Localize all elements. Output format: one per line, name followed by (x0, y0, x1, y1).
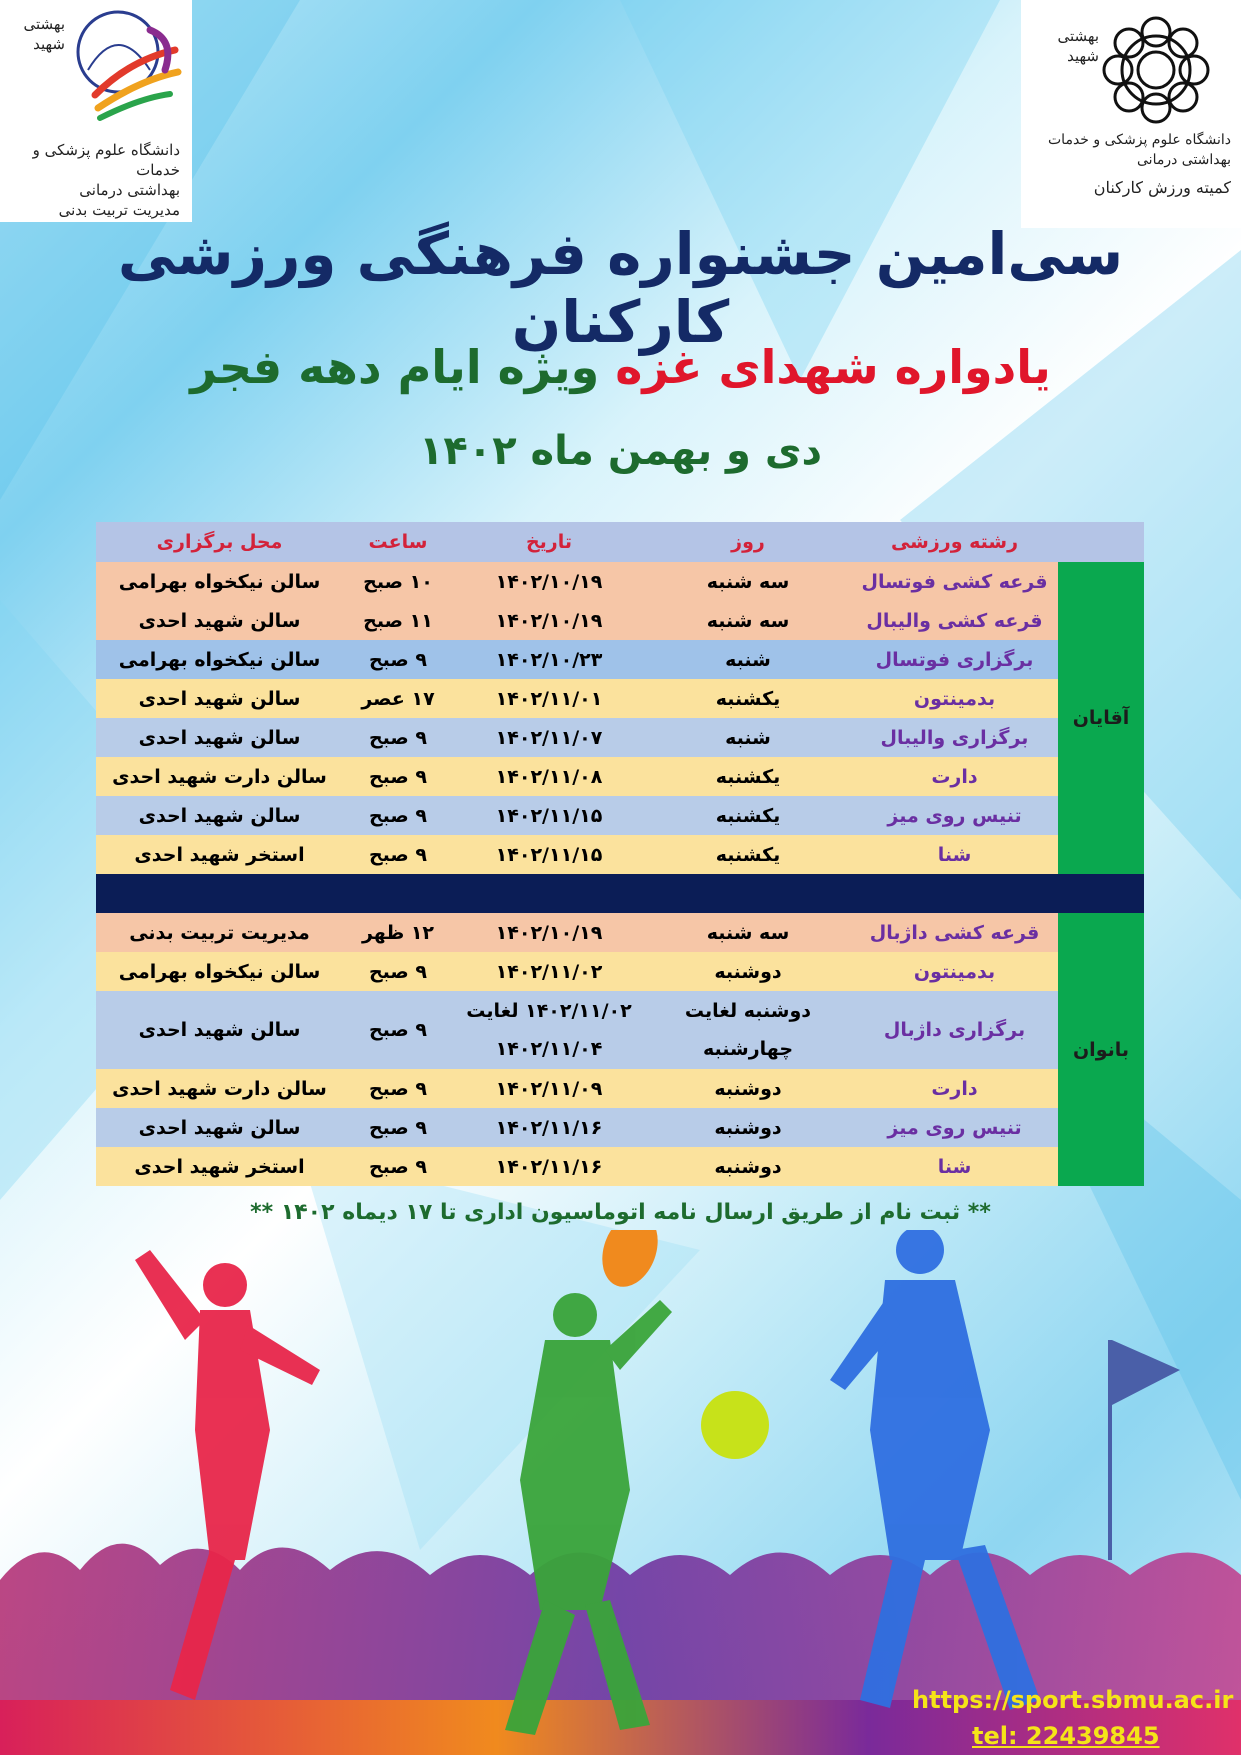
group-separator (96, 874, 1144, 913)
cell-venue: سالن شهید احدی (96, 796, 343, 835)
logo-left (0, 0, 192, 222)
subtitle-highlight: یادواره شهدای غزه (615, 340, 1051, 394)
logo-line: شهید (1067, 47, 1099, 65)
logo-line: دانشگاه علوم پزشکی و خدمات بهداشتی درمانی (1048, 132, 1231, 168)
cell-sport: دارت (851, 1069, 1058, 1108)
cell-sport: برگزاری والیبال (851, 718, 1058, 757)
header-sport: رشته ورزشی (851, 522, 1058, 562)
table-row (96, 1147, 1144, 1186)
sports-players-illustration (0, 1230, 1241, 1755)
cell-date-line: ۱۴۰۲/۱۱/۰۲ لغایت (466, 1000, 632, 1022)
cell-venue: استخر شهید احدی (96, 1147, 343, 1186)
registration-note: ** ثبت نام از طریق ارسال نامه اتوماسیون اداری تا ۱۷ دیماه ۱۴۰۲ ** (250, 1200, 991, 1225)
date-range: دی و بهمن ماه ۱۴۰۲ (418, 428, 823, 474)
cell-date: ۱۴۰۲/۱۱/۱۵ (453, 796, 645, 835)
cell-date: ۱۴۰۲/۱۰/۱۹ (453, 601, 645, 640)
cell-venue: استخر شهید احدی (96, 835, 343, 874)
cell-day: یکشنبه (645, 679, 851, 718)
page-subtitle (0, 340, 1241, 394)
cell-sport: بدمینتون (851, 679, 1058, 718)
cell-date: ۱۴۰۲/۱۱/۰۹ (453, 1069, 645, 1108)
cell-time: ۹ صبح (343, 952, 453, 991)
table-row (96, 952, 1144, 991)
cell-venue: سالن نیکخواه بهرامی (96, 562, 343, 601)
logo-line: کمیته ورزش کارکنان (1093, 178, 1231, 197)
cell-sport: قرعه کشی والیبال (851, 601, 1058, 640)
header-venue: محل برگزاری (96, 522, 343, 562)
table-row (96, 562, 1144, 601)
cell-venue: سالن دارت شهید احدی (96, 757, 343, 796)
group-label-women: بانوان (1058, 913, 1144, 1186)
cell-sport: قرعه کشی فوتسال (851, 562, 1058, 601)
table-header-row (96, 522, 1144, 562)
cell-time: ۱۰ صبح (343, 562, 453, 601)
logo-right-text-bottom (1031, 130, 1231, 198)
cell-time: ۱۷ عصر (343, 679, 453, 718)
logo-line: دانشگاه علوم پزشکی و خدمات (32, 141, 180, 179)
logo-line: شهید (33, 35, 65, 53)
cell-venue: سالن شهید احدی (96, 601, 343, 640)
cell-venue: سالن شهید احدی (96, 1108, 343, 1147)
cell-time: ۹ صبح (343, 991, 453, 1069)
logo-line: مدیریت تربیت بدنی (58, 201, 180, 219)
table-row (96, 757, 1144, 796)
cell-day: شنبه (645, 640, 851, 679)
cell-date: ۱۴۰۲/۱۱/۰۷ (453, 718, 645, 757)
cell-time: ۹ صبح (343, 640, 453, 679)
cell-time: ۹ صبح (343, 796, 453, 835)
table-row (96, 913, 1144, 952)
schedule-table (96, 522, 1144, 1186)
cell-time: ۹ صبح (343, 835, 453, 874)
cell-time: ۹ صبح (343, 718, 453, 757)
table-row (96, 679, 1144, 718)
cell-time: ۹ صبح (343, 757, 453, 796)
cell-sport: تنیس روی میز (851, 796, 1058, 835)
cell-time: ۹ صبح (343, 1108, 453, 1147)
cell-date: ۱۴۰۲/۱۱/۱۵ (453, 835, 645, 874)
table-row (96, 718, 1144, 757)
cell-day-line: چهارشنبه (702, 1038, 794, 1060)
cell-date (453, 991, 645, 1069)
cell-day (645, 991, 851, 1069)
cell-day: دوشنبه (645, 1069, 851, 1108)
logo-line: بهداشتی درمانی (79, 181, 180, 199)
cell-date: ۱۴۰۲/۱۰/۱۹ (453, 913, 645, 952)
page-title: سی‌امین جشنواره فرهنگی ورزشی کارکنان (117, 220, 1124, 356)
cell-sport: شنا (851, 1147, 1058, 1186)
cell-venue: سالن نیکخواه بهرامی (96, 952, 343, 991)
table-row (96, 796, 1144, 835)
logo-line: بهشتی (23, 15, 65, 33)
cell-venue: سالن دارت شهید احدی (96, 1069, 343, 1108)
phone-number: tel: 22439845 (972, 1722, 1160, 1750)
logo-left-text-top (10, 14, 65, 54)
cell-day: دوشنبه (645, 1108, 851, 1147)
cell-day: یکشنبه (645, 835, 851, 874)
cell-sport: برگزاری فوتسال (851, 640, 1058, 679)
cell-day: دوشنبه (645, 952, 851, 991)
cell-date: ۱۴۰۲/۱۰/۲۳ (453, 640, 645, 679)
cell-venue: سالن شهید احدی (96, 718, 343, 757)
website-link[interactable]: https://sport.sbmu.ac.ir (912, 1686, 1234, 1714)
cell-sport: دارت (851, 757, 1058, 796)
cell-sport: شنا (851, 835, 1058, 874)
cell-sport: قرعه کشی داژبال (851, 913, 1058, 952)
cell-day: شنبه (645, 718, 851, 757)
cell-venue: سالن شهید احدی (96, 679, 343, 718)
table-row (96, 1108, 1144, 1147)
group-header-cell (1058, 522, 1144, 562)
cell-date: ۱۴۰۲/۱۱/۰۱ (453, 679, 645, 718)
cell-time: ۱۱ صبح (343, 601, 453, 640)
cell-date: ۱۴۰۲/۱۱/۰۸ (453, 757, 645, 796)
cell-sport: بدمینتون (851, 952, 1058, 991)
logo-left-text-bottom (20, 140, 180, 220)
cell-day: سه شنبه (645, 913, 851, 952)
header-time: ساعت (343, 522, 453, 562)
cell-time: ۹ صبح (343, 1069, 453, 1108)
cell-date: ۱۴۰۲/۱۰/۱۹ (453, 562, 645, 601)
group-label-men: آقایان (1058, 562, 1144, 874)
cell-day: یکشنبه (645, 796, 851, 835)
logo-right (1021, 0, 1241, 228)
cell-time: ۹ صبح (343, 1147, 453, 1186)
cell-date-line: ۱۴۰۲/۱۱/۰۴ (495, 1038, 603, 1060)
cell-date: ۱۴۰۲/۱۱/۰۲ (453, 952, 645, 991)
cell-venue: سالن شهید احدی (96, 991, 343, 1069)
table-row (96, 991, 1144, 1069)
table-row (96, 835, 1144, 874)
cell-venue: مدیریت تربیت بدنی (96, 913, 343, 952)
cell-day: یکشنبه (645, 757, 851, 796)
cell-date: ۱۴۰۲/۱۱/۱۶ (453, 1147, 645, 1186)
cell-time: ۱۲ ظهر (343, 913, 453, 952)
cell-sport: برگزاری داژبال (851, 991, 1058, 1069)
cell-day: دوشنبه (645, 1147, 851, 1186)
table-row (96, 1069, 1144, 1108)
cell-sport: تنیس روی میز (851, 1108, 1058, 1147)
cell-day-line: دوشنبه لغایت (684, 1000, 812, 1022)
cell-venue: سالن نیکخواه بهرامی (96, 640, 343, 679)
header-day: روز (645, 522, 851, 562)
logo-right-text-top (1029, 26, 1099, 66)
cell-day: سه شنبه (645, 562, 851, 601)
cell-day: سه شنبه (645, 601, 851, 640)
header-date: تاریخ (453, 522, 645, 562)
cell-date: ۱۴۰۲/۱۱/۱۶ (453, 1108, 645, 1147)
subtitle-rest: ویژه ایام دهه فجر (190, 340, 600, 394)
logo-line: بهشتی (1057, 27, 1099, 45)
table-row (96, 640, 1144, 679)
table-row (96, 601, 1144, 640)
